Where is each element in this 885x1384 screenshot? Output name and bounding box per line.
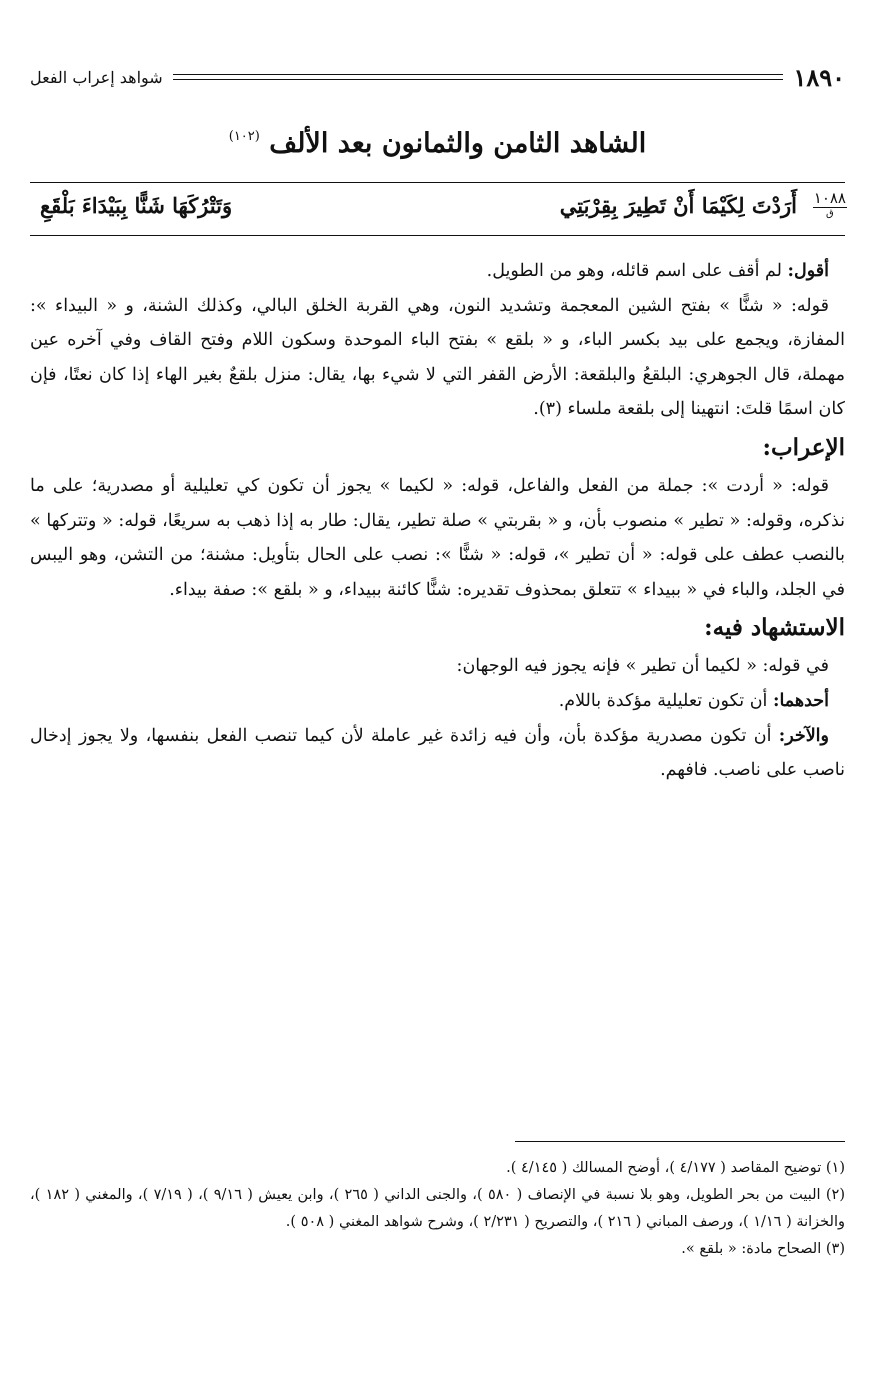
paragraph xyxy=(30,684,845,719)
paragraph-text: في قوله: « لكيما أن تطير » فإنه يجوز فيه الوجهان: xyxy=(456,656,829,677)
verse-hemistich-1: أَرَدْتَ لِكَيْمَا أَنْ تَطِيرَ بِقِرْبَتِي xyxy=(559,193,797,218)
paragraph-lead: والآخر: xyxy=(778,725,829,746)
verse-box xyxy=(30,182,845,236)
paragraph xyxy=(30,649,845,684)
paragraph xyxy=(30,254,845,289)
paragraph-text: أن تكون تعليلية مؤكدة باللام. xyxy=(558,690,773,711)
footnote: (٢) البيت من بحر الطويل، وهو بلا نسبة في الإنصاف ( ٥٨٠ )، والجنى الداني ( ٢٦٥ )، وابن يعيش ( ٩/١٦ )، ( ٧/١٩ )، والمغني ( ١٨٢ )، والخزانة ( ١/١٦ )، ورصف المباني ( ٢١٦ )، والتصريح ( ٢/٢٣١ )، وشرح شواهد المغني ( ٥٠٨ ). xyxy=(30,1187,846,1230)
footnotes xyxy=(30,1155,845,1263)
paragraph-text: لم أقف على اسم قائله، وهو من الطويل. xyxy=(486,261,788,281)
commentary-body xyxy=(30,254,845,788)
paragraph xyxy=(30,719,845,788)
header-rule xyxy=(173,74,784,80)
section-title xyxy=(30,128,845,159)
page xyxy=(30,0,845,1384)
section-heading: الاستشهاد فيه: xyxy=(704,614,845,642)
page-number: ١٨٩٠ xyxy=(793,62,845,92)
paragraph xyxy=(30,289,845,427)
running-title: شواهد إعراب الفعل xyxy=(30,67,163,87)
verse-number-sub: ق xyxy=(826,207,834,219)
footnote-divider xyxy=(515,1141,845,1142)
verse-number-value: ١٠٨٨ xyxy=(813,189,846,207)
paragraph xyxy=(30,469,845,607)
verse-number xyxy=(813,190,847,219)
section-title-text: الشاهد الثامن والثمانون بعد الألف xyxy=(269,128,647,159)
footnote: (٣) الصحاح مادة: « بلقع ». xyxy=(681,1241,845,1257)
section-heading: الإعراب: xyxy=(762,433,845,461)
title-note-ref: (١٠٢) xyxy=(228,129,260,144)
paragraph-text: أن تكون مصدرية مؤكدة بأن، وأن فيه زائدة غير عاملة لأن كيما تنصب الفعل بنفسها، ولا يجوز إدخال ناصب على ناصب. فافهم. xyxy=(30,725,845,781)
running-header xyxy=(30,60,845,94)
paragraph-text: قوله: « شنًّا » بفتح الشين المعجمة وتشديد النون، وهي القربة الخلق البالي، وكذلك الشنة، و « البيداء »: المفازة، ويجمع على بيد بكسر الباء، و « بلقع » بفتح الباء الموحدة وسكون اللام وفتح القاف وفي آخره عين مهملة، قال الجوهري: البلقعُ والبلقعة: الأرض القفر التي لا شيء بها، يقال: منزل بلقعٌ بغير الهاء إذا كان نعتًا، فإن كان اسمًا قلتَ: انتهينا إلى بلقعة ملساء (٣). xyxy=(30,295,845,420)
verse-hemistich-2: وَتَتْرُكَهَا شَنًّا بِبَيْدَاءَ بَلْقَعِ xyxy=(40,193,233,218)
footnote: (١) توضيح المقاصد ( ٤/١٧٧ )، أوضح المسالك ( ٤/١٤٥ ). xyxy=(506,1160,845,1176)
paragraph-lead: أحدهما: xyxy=(772,690,829,711)
paragraph-lead: أقول: xyxy=(787,261,829,281)
paragraph-text: قوله: « أردت »: جملة من الفعل والفاعل، قوله: « لكيما » يجوز أن تكون كي تعليلية أو مصدرية؛ على ما نذكره، وقوله: « تطير » منصوب بأن، و « بقربتي » صلة تطير، يقال: طار به إذا ذهب به سريعًا، قوله: « وتتركها » بالنصب عطف على قوله: « أن تطير »، قوله: « شنًّا »: نصب على الحال بتأويل: مشنة؛ من التشن، وهو اليبس في الجلد، والباء في « ببيداء » تتعلق بمحذوف تقديره: شنًّا كائنة ببيداء، و « بلقع »: صفة بيداء. xyxy=(30,475,845,600)
